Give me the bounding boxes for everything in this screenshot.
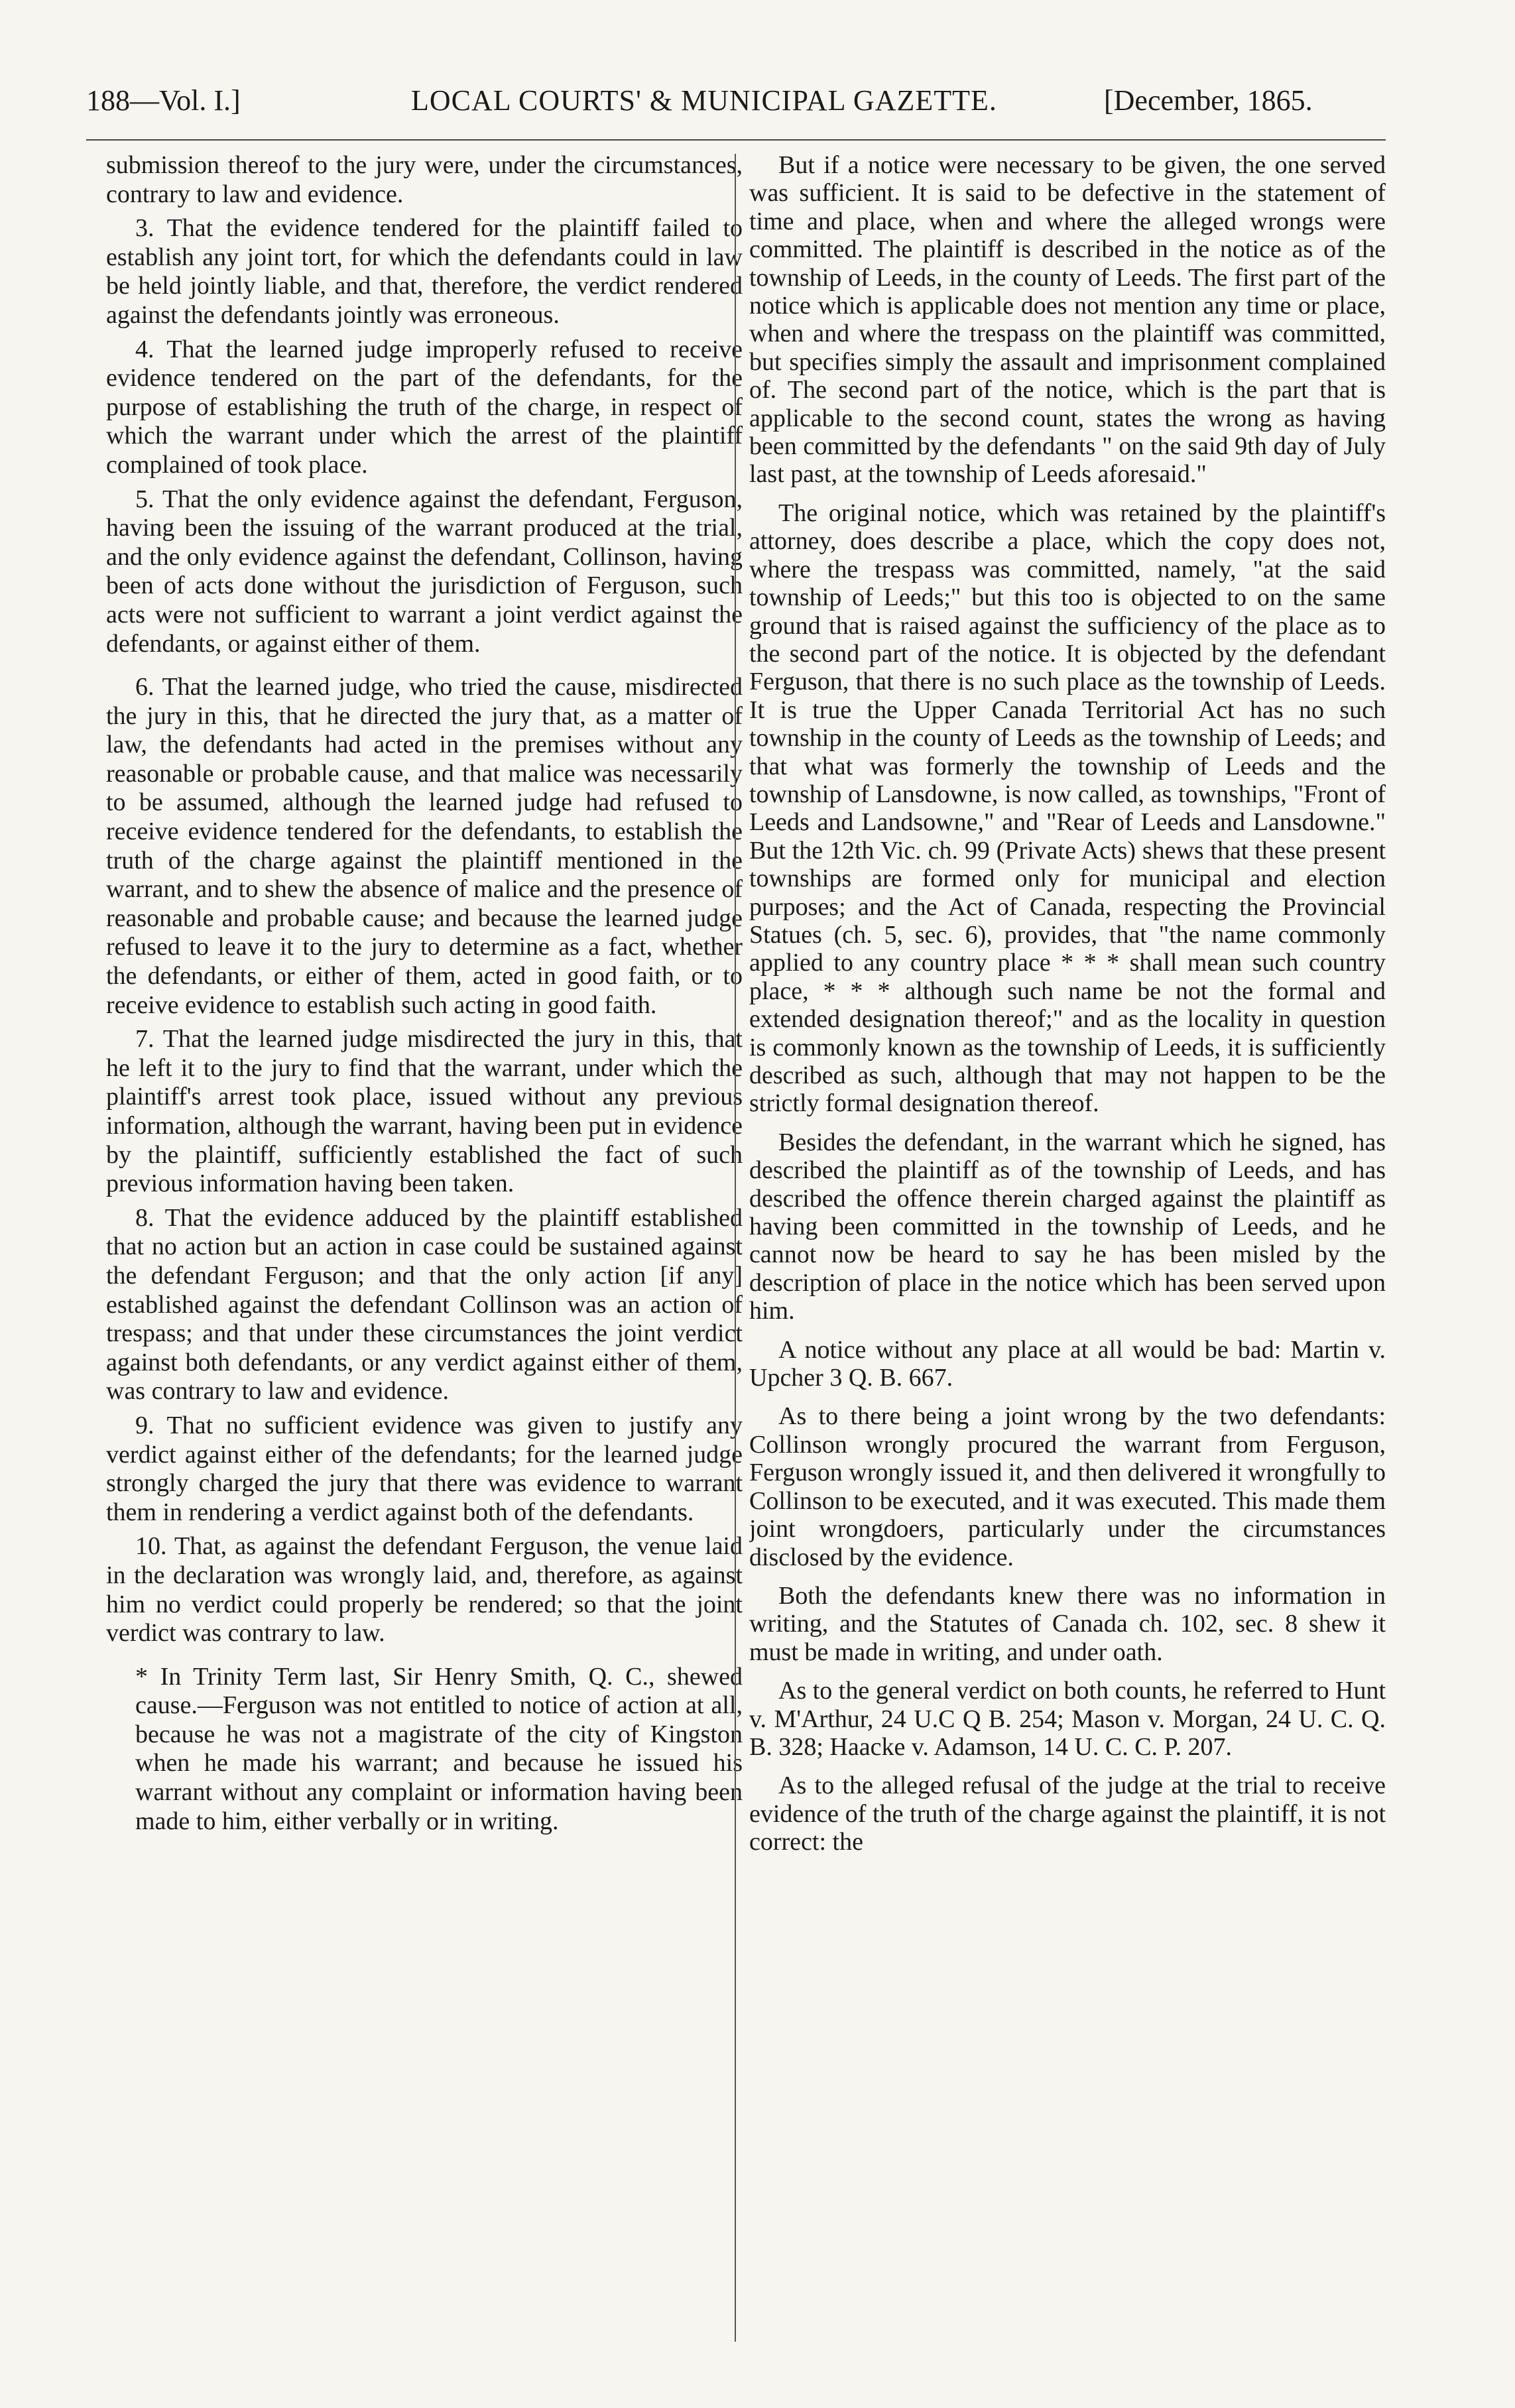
paragraph: * In Trinity Term last, Sir Henry Smith, Q. C., shewed cause.—Ferguson was not entitled to notice of action at all, because he was not a magistrate of the city of Kingston when he made his warrant; and because he issued his warrant without any complaint or information having been made to him, either verbally or in writing. — [135, 1662, 743, 1835]
paragraph: Both the defendants knew there was no information in writing, and the Statutes of Canada ch. 102, sec. 8 shew it must be made in writing, and under oath. — [749, 1581, 1386, 1666]
publication-title: LOCAL COURTS' & MUNICIPAL GAZETTE. — [411, 84, 997, 117]
paragraph: 5. That the only evidence against the defendant, Ferguson, having been the issuing of the warrant produced at the trial, and the only evidence against the defendant, Collinson, having been of acts done without the jurisdiction of Ferguson, such acts were not sufficient to warrant a joint verdict against the defendants, or against either of them. — [106, 485, 743, 658]
paragraph: As to the general verdict on both counts, he referred to Hunt v. M'Arthur, 24 U.C Q B. 254; Mason v. Morgan, 24 U. C. Q. B. 328; Haacke v. Adamson, 14 U. C. C. P. 207. — [749, 1677, 1386, 1761]
paragraph: 9. That no sufficient evidence was given to justify any verdict against either of the defendants; for the learned judge strongly charged the jury that there was evidence to warrant them in rendering a verdict against both of the defendants. — [106, 1411, 743, 1526]
paragraph: 3. That the evidence tendered for the plaintiff failed to establish any joint tort, for which the defendants could in law be held jointly liable, and that, therefore, the verdict rendered against the defendants jointly was erroneous. — [106, 214, 743, 329]
paragraph: submission thereof to the jury were, under the circumstances, contrary to law and evidence. — [106, 151, 743, 208]
paragraph: Besides the defendant, in the warrant which he signed, has described the plaintiff as of the township of Leeds, and has described the offence therein charged against the plaintiff as having been committed in the township of Leeds, and he cannot now be heard to say he has been misled by the description of place in the notice which has been served upon him. — [749, 1128, 1386, 1325]
paragraph: But if a notice were necessary to be given, the one served was sufficient. It is said to be defective in the statement of time and place, when and where the alleged wrongs were committed. The plaintiff is described in the notice as of the township of Leeds, in the county of Leeds. The first part of the notice which is applicable does not mention any time or place, when and where the trespass on the plaintiff was committed, but specifies simply the assault and imprisonment complained of. The second part of the notice, which is the part that is applicable to the second count, states the wrong as having been committed by the defendants " on the said 9th day of July last past, at the township of Leeds aforesaid." — [749, 151, 1386, 489]
paragraph: A notice without any place at all would be bad: Martin v. Upcher 3 Q. B. 667. — [749, 1335, 1386, 1392]
page-volume-label: 188—Vol. I.] — [86, 84, 241, 117]
column-divider — [735, 154, 736, 2342]
paragraph: 8. That the evidence adduced by the plaintiff established that no action but an action in case could be sustained against the defendant Ferguson; and that the only action [if any] established against the defendant Collinson was an action of trespass; and that under these circumstances the joint verdict against both defendants, or any verdict against either of them, was contrary to law and evidence. — [106, 1203, 743, 1406]
paragraph: The original notice, which was retained by the plaintiff's attorney, does describe a place, which the copy does not, where the trespass was committed, namely, "at the said township of Leeds;" but this too is objected to on the same ground that is raised against the sufficiency of the place as to the second part of the notice. It is objected by the defendant Ferguson, that there is no such place as the township of Leeds. It is true the Upper Canada Territorial Act has no such township in the county of Leeds as the township of Leeds; and that what was formerly the township of Leeds and the township of Lansdowne, is now called, as townships, "Front of Leeds and Landsowne," and "Rear of Leeds and Lansdowne." But the 12th Vic. ch. 99 (Private Acts) shews that these present townships are formed only for municipal and election purposes; and the Act of Canada, respecting the Provincial Statues (ch. 5, sec. 6), provides, that "the name commonly applied to any country place * * * shall mean such country place, * * * although such name be not the formal and extended designation thereof;" and as the locality in question is commonly known as the township of Leeds, it is sufficiently described as such, although that may not happen to be the strictly formal designation thereof. — [749, 499, 1386, 1118]
left-column — [106, 151, 743, 2346]
paragraph: 10. That, as against the defendant Ferguson, the venue laid in the declaration was wrongly laid, and, therefore, as against him no verdict could properly be rendered; so that the joint verdict was contrary to law. — [106, 1532, 743, 1648]
issue-date: [December, 1865. — [1104, 84, 1313, 117]
running-header — [80, 80, 1379, 133]
paragraph: 6. That the learned judge, who tried the cause, misdirected the jury in this, that he directed the jury that, as a matter of law, the defendants had acted in the premises without any reasonable or probable cause, and that malice was necessarily to be assumed, although the learned judge had refused to receive evidence tendered for the defendants, to establish the truth of the charge against the plaintiff mentioned in the warrant, and to shew the absence of malice and the presence of reasonable and probable cause; and because the learned judge refused to leave it to the jury to determine as a fact, whether the defendants, or either of them, acted in good faith, or to receive evidence to establish such acting in good faith. — [106, 673, 743, 1019]
paragraph: As to the alleged refusal of the judge at the trial to receive evidence of the truth of the charge against the plaintiff, it is not correct: the — [749, 1772, 1386, 1856]
paragraph: 4. That the learned judge improperly refused to receive evidence tendered on the part of the defendants, for the purpose of establishing the truth of the charge, in respect of which the warrant under which the arrest of the plaintiff complained of took place. — [106, 335, 743, 479]
header-rule — [86, 139, 1386, 141]
paragraph: As to there being a joint wrong by the two defendants: Collinson wrongly procured the warrant from Ferguson, Ferguson wrongly issued it, and then delivered it wrongfully to Collinson to be executed, and it was executed. This made them joint wrongdoers, particularly under the circumstances disclosed by the evidence. — [749, 1402, 1386, 1571]
paragraph: 7. That the learned judge misdirected the jury in this, that he left it to the jury to find that the warrant, under which the plaintiff's arrest took place, issued without any previous information, although the warrant, having been put in evidence by the plaintiff, sufficiently established the fact of such previous information having been taken. — [106, 1025, 743, 1198]
right-column — [749, 151, 1386, 2346]
